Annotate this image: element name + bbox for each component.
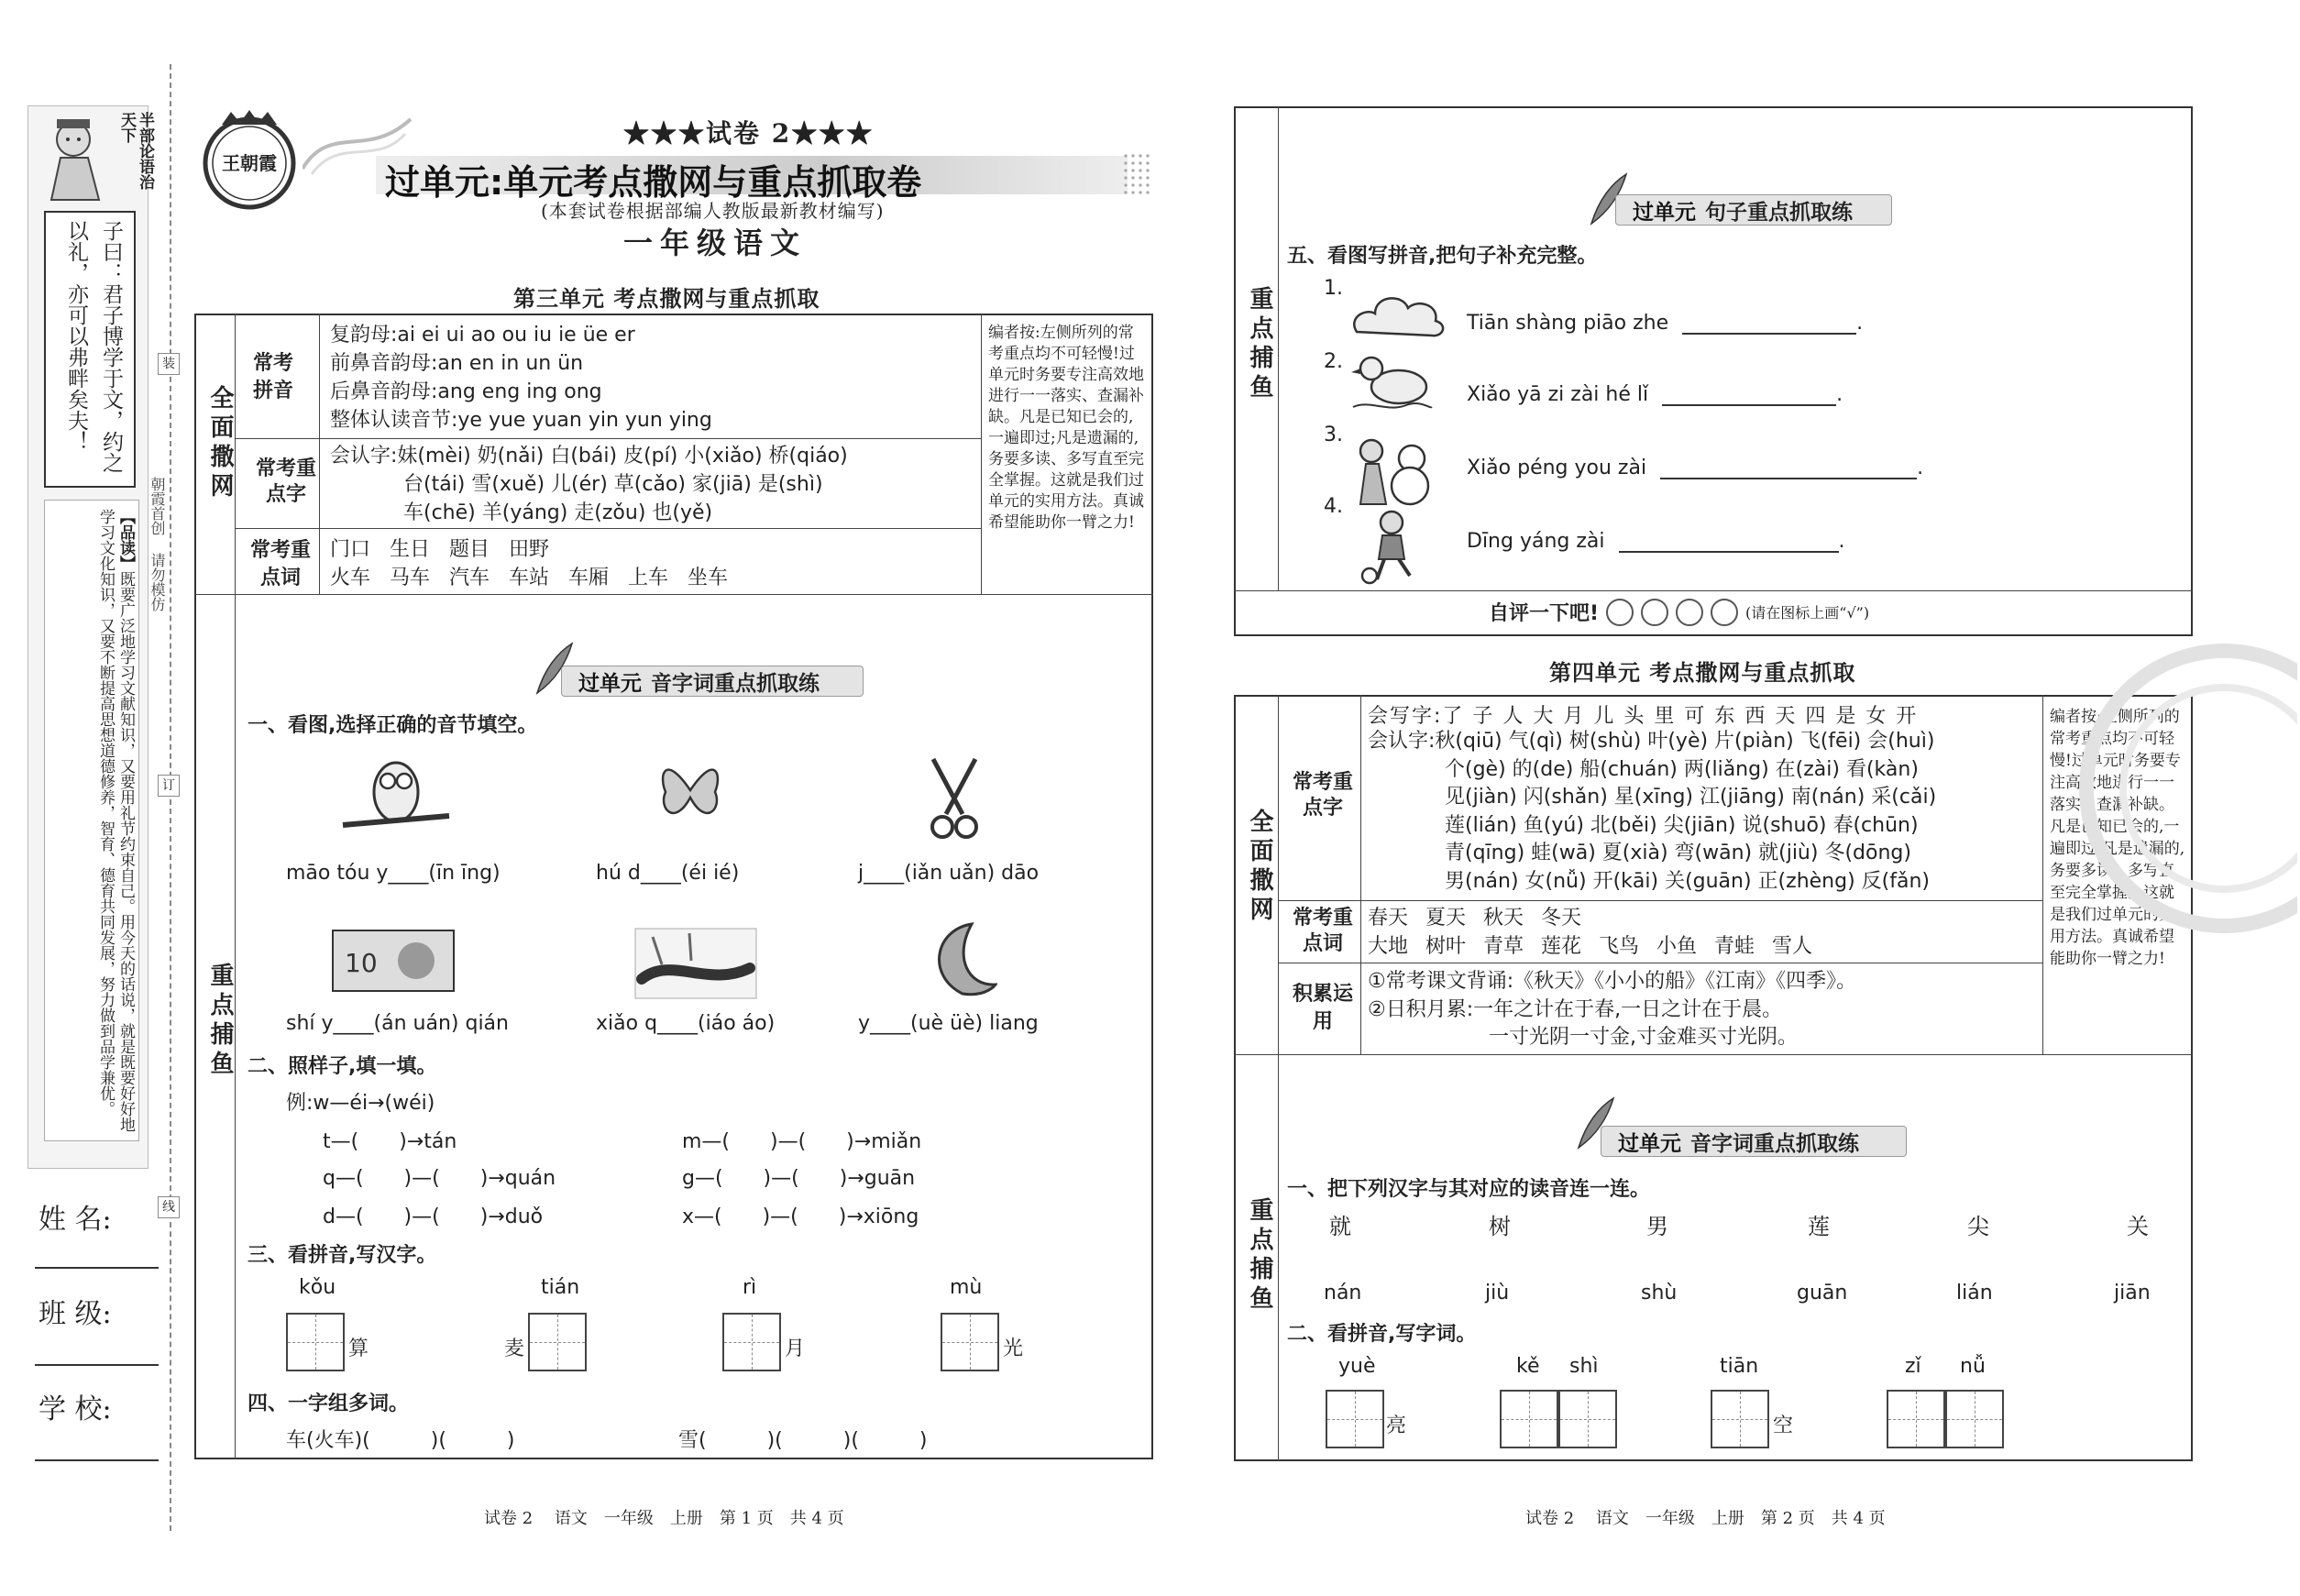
unit4-row-1 — [1278, 900, 2042, 901]
match-char-5[interactable]: 尖 — [1967, 1214, 1989, 1239]
unit3-zi-line: 会认字:妹(mèi) 奶(nǎi) 白(bái) 皮(pí) 小(xiǎo) 桥(qiáo) — [330, 445, 848, 468]
footer-page-1: 试卷 2 语文 一年级 上册 第 1 页 共 4 页 — [484, 1509, 844, 1528]
banner-text: 句子重点抓取练 — [1705, 200, 1853, 225]
unit4-read-line: 会认字:秋(qiū) 气(qì) 树(shù) 叶(yè) 片(piàn) 飞(fēi) 会(huì) — [1368, 730, 1935, 753]
unit3-zi-list — [330, 442, 848, 527]
grin-face-icon[interactable] — [1711, 599, 1738, 626]
unit4-editor-note: 编者按:左侧所列的常考重点均不可轻慢!过单元时务要专注高效地进行一一落实、查漏补缺。凡是已知已会的,一遍即过;凡是遗漏的,务要多读、多写直至完全掌握。这就是我们过单元的实用方法。真诚希望能助你一臂之力! — [2050, 708, 2185, 968]
snake-picture — [634, 928, 757, 999]
q2-item-4[interactable]: g—( )—( )→guān — [682, 1167, 916, 1190]
crying-face-icon[interactable] — [1606, 599, 1634, 626]
cloud-picture — [1348, 281, 1450, 345]
match-pinyin-6[interactable]: jiān — [2114, 1282, 2151, 1304]
unit4-accum-label: 积累运用 — [1292, 983, 1353, 1033]
q2-item-1[interactable]: t—( )→tán — [323, 1130, 457, 1153]
unit3-ci-list — [330, 535, 728, 592]
q2-pinyin-3: tiān — [1720, 1355, 1759, 1378]
binding-mark-3: 线 — [158, 1196, 180, 1218]
match-pinyin-2[interactable]: jiù — [1485, 1282, 1510, 1304]
soccer-boy-picture — [1359, 510, 1425, 585]
q2-pinyin-2a: kě — [1516, 1355, 1540, 1378]
unit3-label-col-divider — [319, 314, 320, 594]
unit4-ci-line: 春天 夏天 秋天 冬天 — [1368, 907, 1581, 930]
q3-before-2: 麦 — [504, 1337, 525, 1360]
q2-item-2[interactable]: m—( )—( )→miǎn — [682, 1130, 922, 1153]
q4-line-2[interactable]: 雪( )( )( ) — [678, 1429, 928, 1452]
unit3-note-col-divider — [981, 314, 982, 594]
unit4-section-label: 全面撒网 — [1246, 809, 1273, 926]
q2-writing-box-2b[interactable] — [1558, 1390, 1617, 1448]
school-field[interactable] — [35, 1459, 159, 1461]
q2-writing-box-2a[interactable] — [1500, 1390, 1558, 1448]
unit3-section-label: 全面撒网 — [206, 385, 234, 502]
q2-pinyin-2b: shì — [1569, 1355, 1599, 1378]
duck-picture — [1351, 347, 1434, 414]
title-dots — [1122, 152, 1150, 196]
unit3-pinyin-line: 后鼻音韵母:ang eng ing ong — [330, 380, 602, 403]
sentence-text-2: Xiǎo yā zi zài hé lǐ — [1467, 383, 1649, 406]
unit4-read-line: 个(gè) 的(de) 船(chuán) 两(liǎng) 在(zài) 看(kàn) — [1445, 757, 1919, 781]
q2-example: 例:w—éi→(wéi) — [286, 1092, 435, 1115]
q3-writing-box-2[interactable] — [528, 1313, 587, 1371]
svg-text:10: 10 — [345, 948, 378, 978]
class-field[interactable] — [35, 1364, 159, 1366]
banner-prefix: 过单元 — [1633, 200, 1696, 225]
scissors-picture — [926, 757, 983, 842]
unit4-accum-line: ①常考课文背诵:《秋天》《小小的船》《江南》《四季》。 — [1368, 970, 1857, 993]
moon-picture — [917, 920, 997, 997]
name-field[interactable] — [35, 1267, 159, 1269]
q2-item-5[interactable]: d—( )—( )→duǒ — [323, 1205, 544, 1228]
watermark-seal — [2041, 642, 2297, 935]
sentence-blank-1[interactable] — [1682, 314, 1856, 335]
sentence-blank-4[interactable] — [1619, 533, 1839, 553]
q1-item-2[interactable]: hú d____(éi ié) — [596, 862, 740, 885]
quote-text: 子曰：君子博学于文，约之以礼，亦可以弗畔矣夫！ — [64, 220, 123, 473]
q2-writing-box-1[interactable] — [1326, 1390, 1384, 1448]
unit3-ci-line: 火车 马车 汽车 车站 车厢 上车 坐车 — [330, 567, 728, 589]
main-title: 过单元:单元考点撒网与重点抓取卷 — [385, 162, 922, 203]
unit3-row-1 — [235, 438, 981, 439]
unit4-read-line: 男(nán) 女(nǚ) 开(kāi) 关(guān) 正(zhèng) 反(fǎn) — [1445, 869, 1930, 893]
self-eval-note: (请在图标上画“√”) — [1745, 604, 1870, 622]
practice2-banner — [1601, 1126, 1907, 1157]
match-pinyin-5[interactable]: lián — [1956, 1282, 1993, 1304]
q2-item-3[interactable]: q—( )—( )→quán — [323, 1167, 556, 1190]
sentence-section-label: 重点捕鱼 — [1246, 286, 1273, 403]
unit3-pinyin-line: 前鼻音韵母:an en in un ün — [330, 352, 584, 375]
banner-text: 音字词重点抓取练 — [1690, 1131, 1859, 1156]
unit3-pinyin-list — [330, 321, 712, 435]
unit4-read-line: 青(qīng) 蛙(wā) 夏(xià) 弯(wān) 就(jiù) 冬(dōng) — [1445, 842, 1911, 864]
q1-item-6[interactable]: y____(uè üè) liang — [858, 1012, 1039, 1035]
q1-item-1[interactable]: māo tóu y____(īn īng) — [286, 862, 501, 885]
q2-pinyin-4a: zǐ — [1905, 1355, 1921, 1378]
q3-pinyin-2: tián — [541, 1276, 580, 1299]
name-label: 姓 名: — [39, 1204, 112, 1236]
q1-item-4[interactable]: shí y____(án uán) qián — [286, 1012, 509, 1035]
match-pinyin-1[interactable]: nán — [1324, 1282, 1362, 1304]
q3-after-3: 月 — [785, 1337, 806, 1360]
sentence-no-2: 2. — [1324, 350, 1343, 373]
school-label: 学 校: — [39, 1393, 112, 1425]
match-char-4[interactable]: 莲 — [1808, 1214, 1830, 1239]
paper-number: ★★★试卷 2★★★ — [623, 118, 875, 149]
q1-item-3[interactable]: j____(iǎn uǎn) dāo — [858, 862, 1040, 885]
unit4-read-line: 莲(lián) 鱼(yú) 北(běi) 尖(jiān) 说(shuō) 春(chūn) — [1445, 813, 1919, 837]
q3-writing-box-1[interactable] — [286, 1313, 345, 1371]
confucius-figure — [35, 112, 114, 204]
unit4-ci-line: 大地 树叶 青草 莲花 飞鸟 小鱼 青蛙 雪人 — [1368, 935, 1812, 958]
unit4-ci-label: 常考重点词 — [1292, 907, 1353, 955]
q3-pinyin-1: kǒu — [299, 1276, 336, 1299]
q3-after-1: 算 — [348, 1337, 369, 1360]
unit4-row-divider — [1234, 1054, 2193, 1055]
unit3-zi-line: 车(chē) 羊(yáng) 走(zǒu) 也(yě) — [403, 501, 713, 524]
unit4-read-line: 见(jiàn) 闪(shǎn) 星(xīng) 江(jiāng) 南(nán) 采(cǎi) — [1445, 786, 1937, 809]
match-pinyin-3[interactable]: shù — [1641, 1282, 1678, 1304]
q4-line-1[interactable]: 车(火车)( )( ) — [286, 1429, 515, 1452]
unit3-ci-label: 常考重点词 — [249, 539, 311, 589]
unit4-col-divider — [1278, 695, 1279, 1461]
match-char-1[interactable]: 就 — [1329, 1214, 1351, 1239]
sentence-line-3[interactable]: Xiǎo péng you zài . — [1467, 457, 1924, 479]
footer-page-2: 试卷 2 语文 一年级 上册 第 2 页 共 4 页 — [1525, 1509, 1886, 1528]
binding-mark-2: 订 — [158, 775, 180, 797]
q2-writing-box-4b[interactable] — [1945, 1390, 2004, 1448]
q2-writing-box-4a[interactable] — [1887, 1390, 1945, 1448]
binding-mark-1: 装 — [158, 353, 180, 375]
practice1-q2-title: 二、照样子,填一填。 — [248, 1055, 437, 1078]
q3-pinyin-4: mù — [950, 1276, 983, 1299]
sentence-text-1: Tiān shàng piāo zhe — [1467, 312, 1669, 335]
reading-body: 既要广泛地学习文献知识，又要用礼节约束自己。用今天的话说，就是既要好好地学习文化知识，又要不断提高思想道德修养，智育、德育共同发展，努力做到品学兼优。 — [96, 509, 135, 1132]
practice1-q4-title: 四、一字组多词。 — [248, 1392, 410, 1415]
child-snowman-picture — [1351, 431, 1434, 506]
practice1-banner — [561, 666, 864, 697]
sentence-col-divider — [1278, 106, 1279, 590]
match-char-2[interactable]: 树 — [1489, 1214, 1511, 1239]
q2-after-3: 空 — [1773, 1414, 1794, 1437]
cut-line — [170, 64, 171, 1531]
unit3-pinyin-line: 复韵母:ai ei ui ao ou iu ie üe er — [330, 324, 635, 347]
practice1-section-label: 重点捕鱼 — [206, 963, 234, 1080]
banknote-picture — [332, 930, 455, 992]
unit3-ci-line: 门口 生日 题目 田野 — [330, 538, 549, 561]
sentence-no-1: 1. — [1324, 277, 1343, 300]
sentence-no-3: 3. — [1324, 424, 1343, 446]
practice2-section-label: 重点捕鱼 — [1246, 1197, 1273, 1315]
unit4-title: 第四单元 考点撒网与重点抓取 — [1549, 660, 1856, 686]
owl-picture — [341, 752, 451, 834]
banner-prefix: 过单元 — [578, 671, 642, 696]
q3-writing-box-3[interactable] — [722, 1313, 781, 1371]
q2-writing-box-3[interactable] — [1711, 1390, 1769, 1448]
practice2-q1-title: 一、把下列汉字与其对应的读音连一连。 — [1287, 1178, 1651, 1201]
grade-title: 一年级语文 — [623, 226, 808, 260]
unit4-accum-line: ②日积月累:一年之计在于春,一日之计在于晨。 — [1368, 997, 1783, 1021]
q3-pinyin-3: rì — [743, 1276, 757, 1299]
sentence-q5-title: 五、看图写拼音,把句子补充完整。 — [1287, 245, 1598, 268]
practice1-q3-title: 三、看拼音,写汉字。 — [248, 1244, 437, 1267]
unit4-accum-line: 一寸光阴一寸金,寸金难买寸光阴。 — [1489, 1026, 1798, 1049]
q2-item-6[interactable]: x—( )—( )→xiōng — [682, 1205, 919, 1228]
logo-text: 王朝霞 — [222, 152, 277, 174]
unit4-accum-list — [1368, 968, 1856, 1052]
smile-face-icon[interactable] — [1676, 599, 1703, 626]
unit3-title: 第三单元 考点撒网与重点抓取 — [513, 286, 820, 312]
unit4-zi-label: 常考重点字 — [1292, 771, 1353, 820]
match-char-6[interactable]: 关 — [2127, 1214, 2149, 1239]
reading-label: 【品读】 — [116, 509, 135, 571]
sentence-blank-2[interactable] — [1662, 386, 1836, 406]
q2-after-1: 亮 — [1386, 1414, 1407, 1437]
unit3-zi-label: 常考重点字 — [255, 457, 316, 506]
copyright-note: 朝霞首创 请勿模仿 — [149, 477, 166, 611]
sentence-blank-3[interactable] — [1660, 459, 1917, 479]
unit4-read-list — [1368, 728, 1936, 896]
q1-item-5[interactable]: xiǎo q____(iáo áo) — [596, 1012, 776, 1035]
unit3-zi-line: 台(tái) 雪(xuě) 儿(ér) 草(cǎo) 家(jiā) 是(shì) — [403, 473, 823, 496]
match-pinyin-4[interactable]: guān — [1797, 1282, 1848, 1304]
match-char-3[interactable]: 男 — [1646, 1214, 1668, 1239]
q3-writing-box-4[interactable] — [941, 1313, 999, 1371]
practice1-q1-title: 一、看图,选择正确的音节填空。 — [248, 714, 538, 737]
class-label: 班 级: — [39, 1298, 112, 1330]
sentence-no-4: 4. — [1324, 495, 1343, 518]
unit3-pinyin-line: 整体认读音节:ye yue yuan yin yun ying — [330, 409, 712, 432]
q3-after-4: 光 — [1003, 1337, 1024, 1360]
self-eval-label: 自评一下吧! — [1489, 602, 1600, 625]
q2-pinyin-1: yuè — [1338, 1355, 1376, 1378]
sentence-eval-divider — [1234, 590, 2193, 591]
sentence-line-4[interactable]: Dīng yáng zài . — [1467, 530, 1845, 553]
unit3-editor-note: 编者按:左侧所列的常考重点均不可轻慢!过单元时务要专注高效地进行一一落实、查漏补缺。凡是已知已会的,一遍即过;凡是遗漏的,务要多读、多写直至完全掌握。这就是我们过单元的实用方法。真诚希望能助你一臂之力! — [988, 324, 1144, 532]
practice2-q2-title: 二、看拼音,写字词。 — [1287, 1323, 1477, 1346]
banner-text: 音字词重点抓取练 — [651, 671, 820, 696]
proverb-title: 半部论语治天下 — [117, 112, 154, 190]
unit4-ci-list — [1368, 904, 1812, 961]
sentence-line-2[interactable]: Xiǎo yā zi zài hé lǐ . — [1467, 383, 1843, 406]
q2-pinyin-4b: nǚ — [1960, 1355, 1986, 1378]
sentence-line-1[interactable]: Tiān shàng piāo zhe . — [1467, 312, 1864, 335]
butterfly-picture — [656, 754, 724, 831]
banner-prefix: 过单元 — [1618, 1131, 1681, 1156]
unit4-write-line: 会写字:了 子 人 大 月 儿 头 里 可 东 西 天 四 是 女 开 — [1368, 705, 1919, 728]
subtitle: (本套试卷根据部编人教版最新教材编写) — [541, 200, 885, 222]
unit4-label-col-divider — [1360, 695, 1361, 1054]
unit3-pinyin-label: 常考拼音 — [253, 352, 294, 402]
sentence-text-3: Xiǎo péng you zài — [1467, 457, 1647, 479]
neutral-face-icon[interactable] — [1641, 599, 1668, 626]
sentence-text-4: Dīng yáng zài — [1467, 530, 1605, 553]
unit3-row-2 — [235, 528, 981, 529]
self-eval-row — [1489, 598, 1869, 626]
reading-text — [51, 509, 136, 1132]
unit3-row-divider — [194, 594, 1153, 595]
sentence-banner — [1615, 194, 1892, 226]
